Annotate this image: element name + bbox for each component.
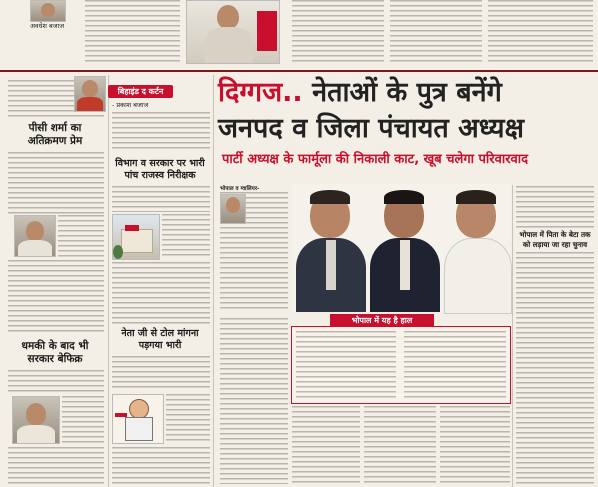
left-photo-1 — [14, 215, 56, 257]
mid-headline-2: नेता जी से टोल मांगना पड़गया भारी — [121, 328, 199, 351]
cartoon-illustration — [112, 394, 164, 444]
lead-headline-red: दिग्गज.. — [218, 77, 303, 108]
lead-headline — [218, 75, 594, 147]
mid-text-2c — [112, 447, 210, 485]
columnist-photo — [30, 0, 66, 22]
top-text-1 — [85, 0, 180, 62]
mid-text-1b — [112, 186, 210, 212]
lead-text-2 — [220, 318, 288, 484]
left-text-1b — [58, 215, 104, 257]
portrait-1 — [296, 190, 366, 312]
right-text-2 — [516, 252, 594, 484]
lead-headline-line2: जनपद व जिला पंचायत अध्यक्ष — [218, 113, 524, 144]
right-headline: भोपाल में पिता के बेटा तक को लड़ाया जा रहा चुनाव — [519, 230, 591, 249]
left-text-2b — [62, 396, 104, 444]
left-text-2a — [8, 370, 104, 392]
mid-headline-1: विभाग व सरकार पर भारी पांच राजस्व निरीक्षक — [115, 158, 205, 181]
portrait-2 — [370, 190, 440, 312]
lead-byline: भोपाल व ग्वालियर- — [220, 186, 260, 192]
columnist-caption: अवधेश बजाज — [29, 22, 65, 30]
columnist-badge-photo — [74, 76, 106, 112]
portrait-3 — [444, 190, 510, 312]
mid-text-1d — [112, 262, 210, 324]
building-photo — [112, 214, 160, 260]
lead-subhead: पार्टी अध्यक्ष के फार्मूला की निकाली काट, खूब चलेगा परिवारवाद — [222, 152, 529, 167]
lead-small-photo — [220, 194, 246, 224]
lead-text-3 — [292, 406, 360, 484]
lead-headline-line1: नेताओं के पुत्र बनेंगे — [312, 77, 502, 108]
top-text-4 — [488, 0, 593, 62]
left-text-1c — [8, 260, 104, 335]
right-text-1 — [516, 186, 594, 228]
inset-label: भोपाल में यह है हाल — [330, 314, 434, 327]
lead-photos — [292, 184, 510, 312]
left-photo-2 — [12, 396, 60, 444]
left-text-1a — [8, 152, 104, 214]
top-text-2 — [292, 0, 384, 62]
mid-text-2b — [166, 394, 210, 442]
column-badge: बिहाइंड द कर्टन — [108, 85, 173, 98]
left-headline-2: धमकी के बाद भी सरकार बेफिक्र — [21, 340, 89, 365]
top-strip — [0, 0, 598, 72]
mid-text-1c — [162, 214, 210, 258]
mid-text-1 — [112, 112, 210, 152]
mid-text-2a — [112, 356, 210, 390]
lead-text-4 — [364, 406, 436, 484]
left-headline-1: पीसी शर्मा का अतिक्रमण प्रेम — [27, 122, 83, 147]
top-photo — [186, 0, 280, 64]
lead-text-5 — [440, 406, 510, 484]
inset-box — [291, 326, 511, 404]
left-text-2c — [8, 447, 104, 485]
top-text-3 — [390, 0, 482, 62]
column-byline: - प्रकाश बजाज — [112, 101, 149, 109]
